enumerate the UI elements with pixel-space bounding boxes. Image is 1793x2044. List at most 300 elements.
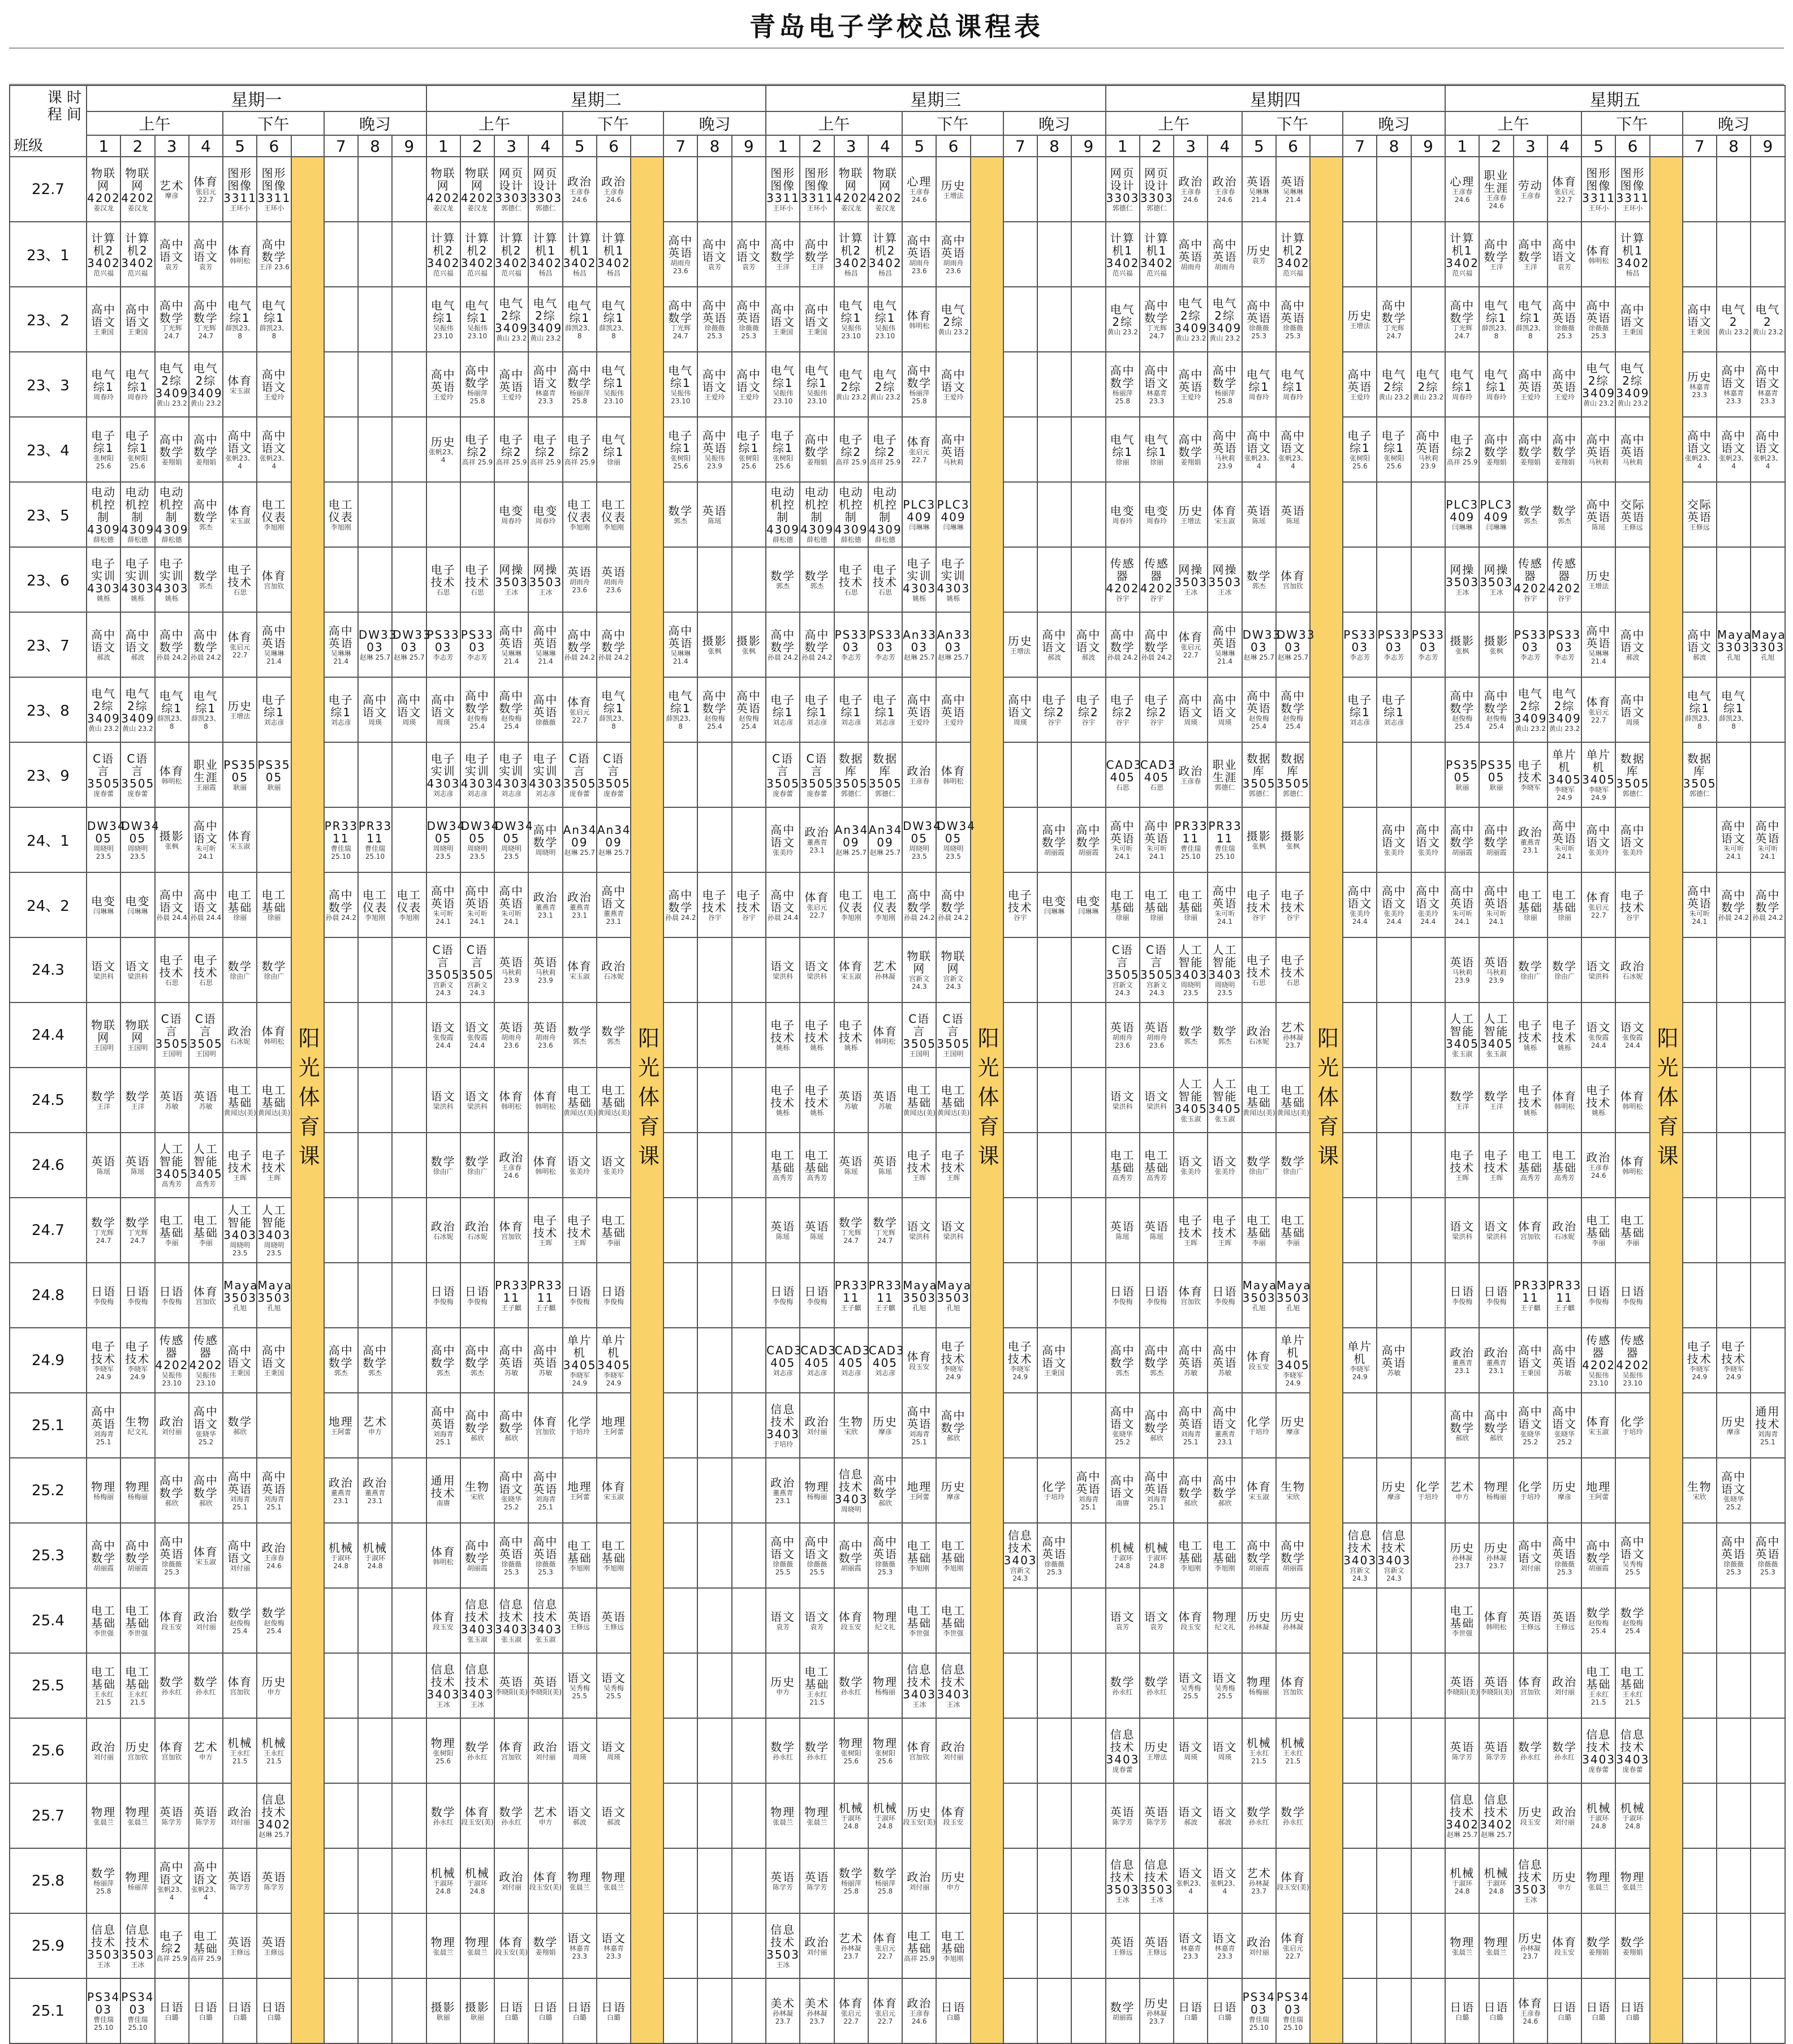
- subject: 高中数学: [1144, 1343, 1169, 1370]
- teacher: 朱可昕 24.1: [1689, 909, 1710, 926]
- page-title: 青岛电子学校总课程表: [749, 11, 1044, 42]
- teacher: 申方: [368, 1427, 382, 1436]
- schedule-cell: [563, 1913, 597, 1978]
- teacher: 周晓明 23.5: [943, 844, 964, 860]
- schedule-cell: [1751, 1263, 1785, 1328]
- teacher: 郭杰: [776, 582, 790, 590]
- schedule-cell: [324, 872, 358, 937]
- schedule-cell: [1003, 1133, 1037, 1198]
- teacher: 徐由广: [433, 1167, 454, 1176]
- day-header: 星期三: [766, 85, 1106, 111]
- schedule-cell: [1140, 1848, 1174, 1913]
- schedule-cell: [155, 1848, 189, 1913]
- teacher: 曹佳瑞 25.10: [1180, 844, 1201, 860]
- schedule-cell: [1343, 1718, 1377, 1783]
- teacher: 张晨兰: [1588, 1883, 1609, 1891]
- subject: 电工仪表: [328, 497, 354, 524]
- teacher: 纪文礼: [1214, 1623, 1235, 1631]
- schedule-cell: [1037, 1068, 1071, 1133]
- subject: 图形图像 3311: [257, 166, 291, 205]
- schedule-cell: [1377, 872, 1411, 937]
- schedule-cell: [324, 1002, 358, 1068]
- teacher: 王冰: [470, 1700, 484, 1709]
- schedule-cell: [1479, 157, 1513, 222]
- teacher: 宫加钦: [535, 1427, 556, 1436]
- schedule-cell: [1548, 1978, 1581, 2043]
- period-number: 3: [155, 135, 189, 157]
- subject: 物理: [1620, 1870, 1645, 1884]
- subject: 高中语文: [1347, 884, 1373, 910]
- subject: 数学: [1551, 504, 1577, 518]
- schedule-cell: [1037, 1913, 1071, 1978]
- schedule-cell: [1548, 1523, 1581, 1588]
- teacher: 李俊梅: [1112, 1297, 1133, 1306]
- teacher: 李俊梅: [433, 1297, 454, 1306]
- subject: 英语: [1484, 1740, 1509, 1754]
- subject: 高中数学: [261, 237, 287, 264]
- subject: 电工基础: [193, 1213, 218, 1240]
- teacher: 孙林凝 23.7: [1486, 1554, 1507, 1570]
- subject: PLC3 409: [1446, 497, 1479, 524]
- schedule-cell: [223, 872, 257, 937]
- schedule-cell: [528, 1328, 562, 1393]
- teacher: 杨丽萍 25.8: [569, 389, 590, 405]
- schedule-cell: [1717, 222, 1751, 287]
- class-name: 24.8: [10, 1263, 87, 1328]
- subject: 电子综2: [1042, 692, 1067, 719]
- teacher: 李俊梅: [1622, 1297, 1643, 1306]
- teacher: 于淑环 24.8: [1588, 1814, 1609, 1830]
- teacher: 张帆23、4: [259, 454, 289, 470]
- teacher: 徐薇薇 25.3: [1554, 324, 1575, 340]
- class-row: [10, 807, 1785, 872]
- teacher: 周瑛: [1013, 718, 1027, 726]
- teacher: 吴振伟 23.10: [874, 324, 895, 340]
- subject: 政治: [159, 1414, 184, 1428]
- schedule-cell: [563, 1002, 597, 1068]
- teacher: 宫加钦: [501, 1753, 522, 1761]
- subject: 高中数学: [464, 1408, 490, 1435]
- teacher: 李俊梅: [773, 1297, 794, 1306]
- schedule-cell: [1003, 222, 1037, 287]
- schedule-cell: [1717, 1198, 1751, 1263]
- schedule-cell: [1717, 1848, 1751, 1913]
- teacher: 于培玲: [773, 1440, 794, 1448]
- schedule-cell: [494, 222, 528, 287]
- teacher: 宫新文 24.3: [1112, 980, 1133, 997]
- schedule-cell: [189, 1653, 223, 1718]
- schedule-cell: [1581, 872, 1615, 937]
- schedule-cell: [766, 1653, 800, 1718]
- subject: 高中数学: [907, 363, 932, 390]
- sun-sports-label: 阳光体育课: [1653, 1026, 1679, 1174]
- teacher: 摩彦: [878, 1427, 892, 1436]
- schedule-cell: [1343, 872, 1377, 937]
- schedule-cell: [597, 1068, 631, 1133]
- schedule-cell: [426, 1653, 460, 1718]
- class-row: [10, 872, 1785, 937]
- schedule-cell: [1548, 1328, 1581, 1393]
- teacher: 杨昌: [606, 269, 620, 277]
- schedule-cell: [1106, 872, 1140, 937]
- subject: C语言 3505: [426, 943, 460, 982]
- teacher: 王永红 21.5: [264, 1749, 285, 1765]
- schedule-cell: [1411, 1002, 1445, 1068]
- subject: 英语: [1110, 1219, 1135, 1233]
- teacher: 张晨兰: [433, 1948, 454, 1956]
- schedule-cell: [1377, 677, 1411, 742]
- subject: 日语: [601, 2000, 626, 2014]
- schedule-cell: [87, 1068, 120, 1133]
- teacher: 姜翔娟: [535, 1948, 556, 1956]
- schedule-cell: [936, 1002, 970, 1068]
- subject: 高中语文: [1518, 1343, 1543, 1370]
- schedule-cell: [1276, 1133, 1310, 1198]
- teacher: 郭杰: [1184, 1037, 1198, 1045]
- schedule-cell: [358, 1913, 392, 1978]
- schedule-cell: [426, 417, 460, 482]
- subject: 化学: [1246, 1414, 1272, 1428]
- subject: 高中英语: [533, 623, 558, 650]
- schedule-cell: [1411, 482, 1445, 547]
- subject: 日语: [1484, 1284, 1509, 1298]
- schedule-cell: [1174, 1198, 1208, 1263]
- teacher: 朱可昕 24.1: [501, 909, 522, 926]
- subject: 历史: [1586, 569, 1611, 583]
- schedule-cell: [460, 1393, 494, 1458]
- subject: 日语: [770, 1284, 796, 1298]
- teacher: 马秋莉 23.9: [1452, 968, 1473, 984]
- schedule-cell: [1377, 1653, 1411, 1718]
- teacher: 徐薇薇 25.3: [1757, 1560, 1778, 1576]
- subject: 电子技术: [1281, 953, 1305, 979]
- teacher: 张启元 22.7: [1588, 903, 1609, 919]
- period-number: 6: [1615, 135, 1649, 157]
- subject: 政治: [907, 764, 932, 778]
- subject: 电气2综: [1110, 302, 1135, 329]
- teacher: 李晓军 24.9: [943, 1365, 964, 1381]
- subject: 数学: [430, 1154, 456, 1168]
- subject: 高中数学: [328, 888, 354, 914]
- subject: 数据库 3505: [1683, 751, 1717, 790]
- schedule-cell: [834, 1978, 868, 2043]
- teacher: 杨丽萍 25.8: [874, 1879, 895, 1895]
- teacher: 刘海青 25.1: [535, 1495, 556, 1511]
- class-name: 25.2: [10, 1458, 87, 1523]
- subject: 电子综2: [838, 432, 864, 459]
- schedule-cell: [1377, 1978, 1411, 2043]
- class-name: 24、1: [10, 807, 87, 872]
- subject: 电工基础: [941, 1603, 966, 1630]
- teacher: 郭德仁: [841, 789, 861, 798]
- teacher: 郭德仁: [1622, 789, 1643, 798]
- subject: 体育: [601, 1479, 626, 1494]
- subject: 信息技术 3503: [1514, 1857, 1548, 1896]
- teacher: 孙晨 24.2: [598, 653, 630, 661]
- subject: 历史: [1007, 634, 1033, 648]
- schedule-cell: [1106, 1718, 1140, 1783]
- teacher: 李晓军 24.9: [1554, 785, 1575, 802]
- subject: 电变: [1076, 894, 1101, 908]
- subject: 单片机 3405: [1548, 747, 1581, 786]
- subject: 历史: [1144, 1996, 1169, 2010]
- subject: 高中英语: [872, 1534, 898, 1561]
- subject: 电工仪表: [872, 888, 898, 914]
- subject: 高中英语: [736, 298, 761, 325]
- subject: 数学: [770, 1740, 796, 1754]
- schedule-cell: [1514, 287, 1548, 352]
- schedule-cell: [732, 1653, 766, 1718]
- schedule-cell: [936, 677, 970, 742]
- teacher: 黄闻达(美): [223, 1108, 256, 1117]
- teacher: 谷宇: [708, 913, 722, 922]
- teacher: 王永红 21.5: [230, 1749, 251, 1765]
- schedule-cell: [494, 1913, 528, 1978]
- subject: DW34 05: [121, 819, 160, 845]
- teacher: 申方: [946, 1883, 960, 1891]
- subject: 计算机2 3402: [495, 231, 528, 270]
- teacher: 刘志彦: [330, 718, 351, 726]
- schedule-cell: [426, 1068, 460, 1133]
- teacher: 于淑环 24.8: [330, 1554, 351, 1570]
- schedule-cell: [528, 742, 562, 807]
- teacher: 周瑛: [1218, 718, 1232, 726]
- schedule-cell: [223, 742, 257, 807]
- schedule-cell: [732, 287, 766, 352]
- subject: 信息技术 3403: [766, 1402, 800, 1441]
- teacher: 胡雨舟 23.6: [1112, 1033, 1133, 1049]
- teacher: 薛凯23、8: [565, 324, 594, 340]
- subject: Maya 3503: [1276, 1278, 1312, 1305]
- teacher: 黄山 23.2: [1378, 393, 1410, 401]
- schedule-cell: [1514, 222, 1548, 287]
- schedule-cell: [1037, 1328, 1071, 1393]
- schedule-cell: [155, 1978, 189, 2043]
- teacher: 王修远: [603, 1623, 624, 1631]
- schedule-cell: [1751, 742, 1785, 807]
- subject: 高中数学: [1178, 432, 1204, 459]
- schedule-cell: [1174, 287, 1208, 352]
- schedule-cell: [732, 1393, 766, 1458]
- schedule-cell: [528, 677, 562, 742]
- teacher: 宋玉淑: [230, 517, 251, 525]
- teacher: 孙晨 24.2: [801, 653, 833, 661]
- schedule-cell: [697, 417, 731, 482]
- period-number: 9: [1071, 135, 1105, 157]
- subject: 政治: [907, 1996, 932, 2010]
- schedule-cell: [1174, 1002, 1208, 1068]
- schedule-cell: [1751, 157, 1785, 222]
- schedule-cell: [392, 482, 426, 547]
- schedule-cell: [1445, 1783, 1479, 1848]
- teacher: 摩彦: [1727, 1427, 1741, 1436]
- schedule-cell: [1548, 1913, 1581, 1978]
- teacher: 白璐: [165, 2013, 179, 2021]
- teacher: 姚栎: [946, 594, 960, 603]
- schedule-cell: [426, 222, 460, 287]
- schedule-cell: [1242, 1783, 1276, 1848]
- subject: 高中英语: [941, 432, 966, 459]
- teacher: 张启元 22.7: [195, 187, 216, 204]
- subject: 电工基础: [159, 1213, 184, 1240]
- subject: 电子技术: [1212, 1213, 1238, 1240]
- schedule-cell: [834, 352, 868, 417]
- teacher: 王冰: [912, 1700, 926, 1709]
- schedule-cell: [1003, 1068, 1037, 1133]
- sun-header-blank: [1310, 135, 1343, 157]
- schedule-cell: [868, 1848, 902, 1913]
- subject: 高中数学: [499, 688, 524, 715]
- schedule-cell: [868, 1328, 905, 1393]
- schedule-cell: [460, 872, 494, 937]
- schedule-cell: [732, 417, 766, 482]
- teacher: 王晖: [538, 1238, 553, 1247]
- subject: 体育: [872, 1931, 898, 1945]
- schedule-cell: [1242, 1653, 1276, 1718]
- teacher: 张晨兰: [1486, 1948, 1507, 1956]
- schedule-cell: [358, 352, 392, 417]
- teacher: 张玉淑: [1486, 1049, 1507, 1058]
- teacher: 薛松德: [807, 535, 827, 544]
- subject: 英语: [1281, 174, 1305, 188]
- schedule-cell: [697, 1458, 731, 1523]
- schedule-cell: [902, 1198, 936, 1263]
- schedule-cell: [868, 1393, 902, 1458]
- schedule-cell: [1003, 1458, 1037, 1523]
- teacher: 白璐: [1592, 2013, 1606, 2021]
- teacher: 张树阳 25.6: [874, 1749, 895, 1765]
- subject: 艺术: [193, 1740, 218, 1754]
- schedule-cell: [392, 1523, 426, 1588]
- schedule-cell: [1479, 742, 1513, 807]
- teacher: 石思: [878, 588, 892, 596]
- teacher: 徐丽: [1523, 913, 1537, 922]
- subject: 体育: [1178, 1610, 1204, 1624]
- schedule-cell: [1445, 417, 1479, 482]
- teacher: 李俊梅: [1146, 1297, 1167, 1306]
- schedule-cell: [1140, 1133, 1174, 1198]
- subject: 高中数学: [1586, 1538, 1611, 1565]
- schedule-cell: [324, 1328, 358, 1393]
- schedule-cell: [902, 1848, 936, 1913]
- teacher: 周春玲: [1452, 393, 1473, 401]
- teacher: 于培玲: [1622, 1427, 1643, 1436]
- teacher: 丁光辉 24.7: [1383, 324, 1404, 340]
- schedule-cell: [663, 612, 697, 677]
- schedule-cell: [766, 1263, 800, 1328]
- subject: 摄影: [1246, 829, 1272, 843]
- subject: 高中语文: [1755, 428, 1781, 455]
- subject: 语文: [1484, 1219, 1509, 1233]
- subject: 历史: [125, 1740, 150, 1754]
- schedule-cell: [1581, 1653, 1615, 1718]
- subject: 电子技术: [1007, 1339, 1033, 1366]
- subject: PS35 05: [257, 758, 291, 784]
- schedule-cell: [1615, 1653, 1649, 1718]
- subject: 电子技术: [1518, 1018, 1543, 1044]
- schedule-cell: [1615, 1263, 1649, 1328]
- schedule-cell: [1003, 482, 1037, 547]
- subject: 电工基础: [1620, 1213, 1645, 1240]
- teacher: 胡丽霞: [127, 1564, 148, 1572]
- teacher: 韩明松: [874, 1037, 895, 1045]
- schedule-cell: [1242, 1002, 1276, 1068]
- subject: 英语: [1144, 1935, 1169, 1949]
- subject: 物联网 4202: [460, 166, 494, 205]
- subject: PS33 03: [1514, 627, 1547, 654]
- subject: C语言 3505: [1140, 943, 1174, 982]
- schedule-cell: [732, 872, 766, 937]
- class-name: 25.3: [10, 1523, 87, 1588]
- schedule-cell: [1615, 1783, 1649, 1848]
- schedule-cell: [1071, 1393, 1105, 1458]
- subject: 电子技术: [1246, 953, 1272, 979]
- teacher: 韩明松: [501, 1102, 522, 1111]
- segment-pm: 下午: [1242, 111, 1343, 135]
- schedule-cell: [663, 1523, 697, 1588]
- schedule-cell: [800, 742, 834, 807]
- teacher: 谷宇: [1013, 913, 1027, 922]
- subject: 信息技术 3402: [1480, 1792, 1514, 1831]
- schedule-cell: [426, 807, 466, 872]
- subject: 政治: [91, 1740, 117, 1754]
- subject: 高中数学: [159, 432, 184, 459]
- schedule-cell: [1276, 1718, 1310, 1783]
- subject: 电子实训 4303: [903, 556, 936, 595]
- schedule-cell: [528, 287, 562, 352]
- teacher: 孙晨 24.2: [156, 653, 187, 661]
- schedule-cell: [1445, 1393, 1479, 1458]
- subject: 英语: [499, 955, 524, 969]
- schedule-cell: [1343, 417, 1377, 482]
- subject: 政治: [362, 1475, 387, 1490]
- teacher: 郭德仁: [1146, 204, 1167, 212]
- teacher: 张启元 22.7: [569, 708, 590, 724]
- subject: 信息技术 3503: [766, 1922, 800, 1961]
- teacher: 张枫: [165, 842, 179, 850]
- schedule-cell: [257, 1133, 291, 1198]
- schedule-cell: [1445, 222, 1479, 287]
- subject: 数学: [1212, 1024, 1238, 1038]
- schedule-cell: [189, 1002, 223, 1068]
- teacher: 姚栎: [810, 1043, 824, 1052]
- schedule-cell: [1717, 1718, 1751, 1783]
- teacher: 白璐: [1184, 2013, 1198, 2021]
- subject: PS33 03: [1411, 627, 1445, 654]
- teacher: 李晓阳(美): [1480, 1688, 1513, 1696]
- schedule-cell: [1276, 1523, 1310, 1588]
- schedule-cell: [1751, 1068, 1785, 1133]
- subject: 语文: [770, 959, 796, 973]
- schedule-cell: [324, 1263, 358, 1328]
- period-number: 2: [120, 135, 154, 157]
- schedule-cell: [1514, 1393, 1548, 1458]
- teacher: 孙晨 24.2: [665, 913, 696, 922]
- teacher: 郝欣: [505, 1434, 519, 1442]
- schedule-cell: [120, 1458, 154, 1523]
- teacher: 周晓明 23.5: [501, 844, 522, 860]
- teacher: 王子麒: [1554, 1303, 1575, 1312]
- schedule-cell: [528, 872, 562, 937]
- schedule-cell: [528, 612, 562, 677]
- schedule-cell: [494, 677, 528, 742]
- schedule-cell: [1479, 1978, 1513, 2043]
- teacher: 闫琳琳: [1486, 523, 1507, 531]
- schedule-cell: [494, 352, 528, 417]
- subject: 电子技术: [125, 1339, 150, 1366]
- schedule-cell: [697, 1523, 731, 1588]
- schedule-cell: [1445, 1653, 1479, 1718]
